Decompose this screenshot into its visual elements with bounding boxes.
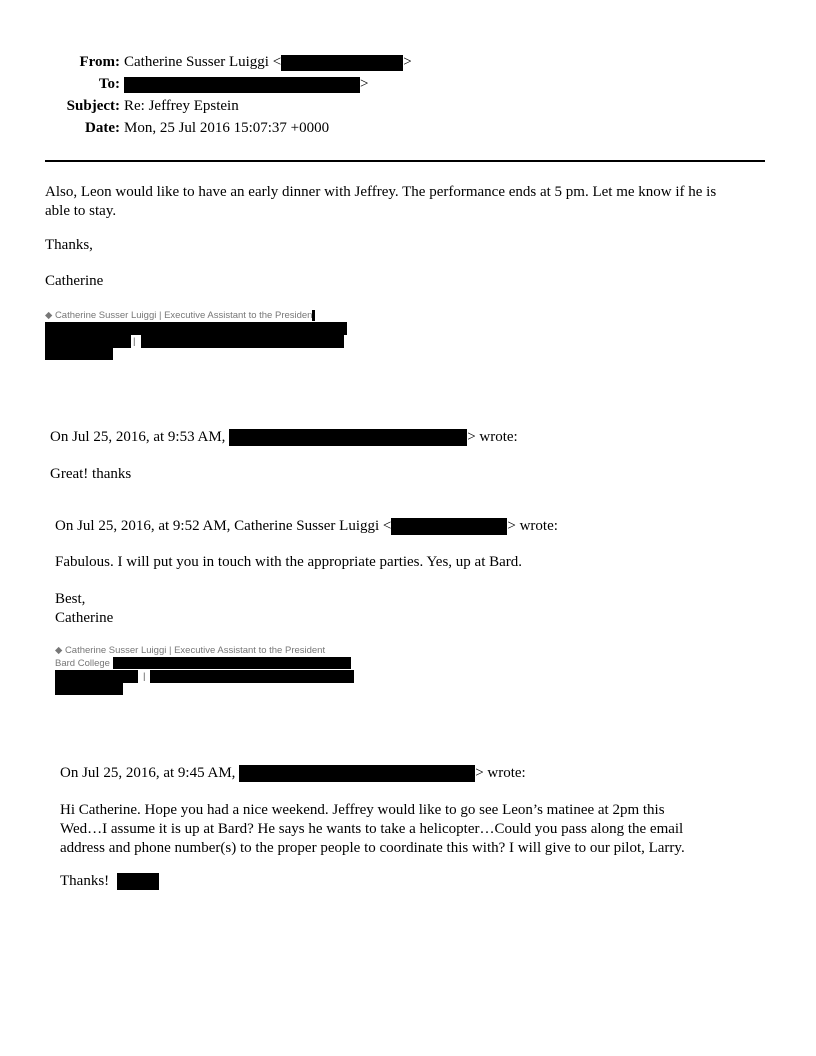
quote-attribution [60, 765, 526, 782]
from-name: Catherine Susser Luiggi < [124, 54, 282, 70]
redaction-bar [229, 429, 467, 446]
redaction-bar [239, 765, 475, 782]
message-body [45, 183, 785, 221]
redaction-bar [124, 77, 360, 93]
date-value: Mon, 25 Jul 2016 15:07:37 +0000 [124, 120, 330, 136]
redaction-bar [312, 310, 315, 321]
body-line: able to stay. [45, 203, 117, 219]
signature-org: Bard College [55, 658, 110, 669]
signoff-name: Catherine [45, 273, 104, 289]
redaction-bar [45, 348, 113, 360]
to-value [124, 76, 368, 93]
subject-value: Re: Jeffrey Epstein [124, 98, 239, 114]
body-line: Hi Catherine. Hope you had a nice weekend. Jeffrey would like to go see Leon’s matinee at 2pm this [60, 802, 665, 818]
redaction-bar [45, 335, 131, 348]
from-label: From: [79, 54, 120, 70]
redaction-bar [55, 670, 138, 683]
quote-attribution [50, 429, 518, 446]
quote-thanks [60, 873, 159, 890]
thanks-text: Thanks! [60, 873, 110, 889]
quote-body: Great! thanks [50, 466, 132, 482]
redaction-bar [113, 657, 351, 669]
attribution-text: On Jul 25, 2016, at 9:52 AM, Catherine Susser Luiggi < [55, 518, 392, 534]
redaction-bar [45, 322, 347, 335]
quote-attribution [55, 518, 558, 535]
redaction-bar [391, 518, 507, 535]
signature-line: ◆ Catherine Susser Luiggi | Executive Assistant to the President [55, 645, 326, 656]
attribution-text: On Jul 25, 2016, at 9:53 AM, [50, 429, 226, 445]
attribution-suffix: > wrote: [467, 429, 518, 445]
best-text: Best, [55, 591, 86, 607]
body-line: Wed…I assume it is up at Bard? He says he wants to take a helicopter…Could you pass along the email [60, 821, 684, 837]
from-value [124, 54, 412, 71]
redaction-bar [281, 55, 403, 71]
body-line: Also, Leon would like to have an early dinner with Jeffrey. The performance ends at 5 pm. Let me know if he is [45, 184, 717, 200]
signature-line [45, 309, 315, 322]
signature-separator: | [143, 671, 146, 682]
redaction-bar [55, 683, 123, 695]
attribution-text: On Jul 25, 2016, at 9:45 AM, [60, 765, 236, 781]
quote-body [60, 801, 800, 858]
redaction-bar [117, 873, 159, 890]
subject-label: Subject: [66, 98, 120, 114]
signature-title: ◆ Catherine Susser Luiggi | Executive Assistant to the Presiden [45, 310, 313, 321]
body-line: address and phone number(s) to the proper people to coordinate this with? I will give to our pilot, Larry. [60, 840, 685, 856]
redaction-bar [141, 335, 344, 348]
quote-signoff [55, 590, 113, 628]
attribution-suffix: > wrote: [507, 518, 558, 534]
from-close: > [403, 54, 412, 70]
thanks-text: Thanks, [45, 237, 93, 253]
header-divider [45, 160, 765, 162]
date-label: Date: [85, 120, 120, 136]
signature-separator: | [133, 336, 136, 347]
signoff-name: Catherine [55, 610, 114, 626]
to-close: > [360, 76, 369, 92]
redaction-bar [150, 670, 354, 683]
to-label: To: [98, 76, 120, 92]
signature-org-line [55, 657, 351, 670]
quote-body: Fabulous. I will put you in touch with the appropriate parties. Yes, up at Bard. [55, 554, 523, 570]
attribution-suffix: > wrote: [475, 765, 526, 781]
